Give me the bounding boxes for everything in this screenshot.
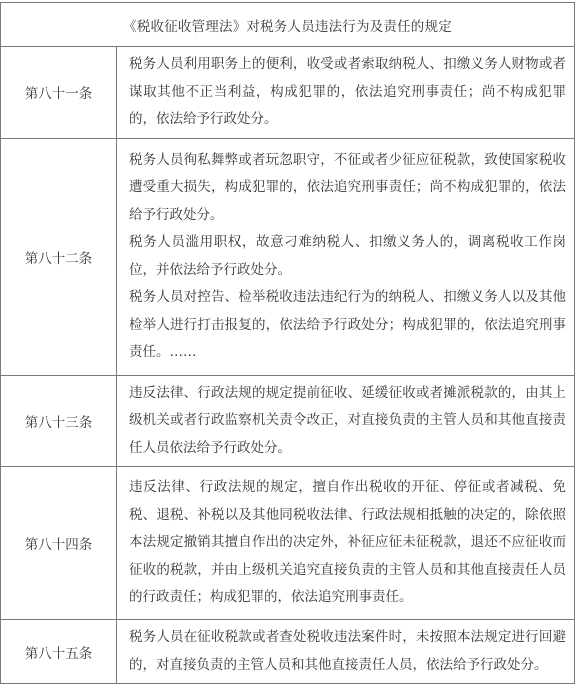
article-paragraph: 税务人员滥用职权，故意刁难纳税人、扣缴义务人的，调离税收工作岗位，并依法给予行政处分。 — [129, 234, 566, 278]
table-title-row — [1, 3, 575, 47]
article-content — [117, 467, 575, 620]
article-paragraph: 税务人员对控告、检举税收违法违纪行为的纳税人、扣缴义务人以及其他检举人进行打击报复的，依法给予行政处分；构成犯罪的，依法追究刑事责任。…… — [129, 289, 566, 360]
article-label: 第八十二条 — [1, 138, 117, 375]
table-row — [1, 467, 575, 620]
article-content — [117, 375, 575, 467]
article-paragraph: 违反法律、行政法规的规定提前征收、延缓征收或者摊派税款的，由其上级机关或者行政监察机关责令改正，对直接负责的主管人员和其他直接责任人员依法给予行政处分。 — [129, 384, 566, 456]
article-label: 第八十五条 — [1, 620, 117, 684]
table-row — [1, 47, 575, 139]
article-paragraph: 税务人员徇私舞弊或者玩忽职守，不征或者少征应征税款，致使国家税收遭受重大损失，构成犯罪的，依法追究刑事责任；尚不构成犯罪的，依法给予行政处分。 — [129, 151, 566, 223]
article-label: 第八十一条 — [1, 47, 117, 139]
article-content — [117, 47, 575, 139]
article-label: 第八十四条 — [1, 467, 117, 620]
article-content — [117, 620, 575, 684]
article-paragraph: 税务人员利用职务上的便利，收受或者索取纳税人、扣缴义务人财物或者谋取其他不正当利益，构成犯罪的，依法追究刑事责任；尚不构成犯罪的，依法给予行政处分。 — [129, 56, 566, 127]
article-paragraph: 违反法律、行政法规的规定，擅自作出税收的开征、停征或者减税、免税、退税、补税以及其他同税收法律、行政法规相抵触的决定的，除依照本法规定撤销其擅自作出的决定外，补征应征未征税款，退还不应征收而征收的税款，并由上级机关追究直接负责的主管人员和其他直接责任人员的行政责任；构成犯罪的，依法追究刑事责任。 — [129, 479, 566, 606]
article-paragraph: 税务人员在征收税款或者查处税收违法案件时，未按照本法规定进行回避的，对直接负责的主管人员和其他直接责任人员，依法给予行政处分。 — [129, 629, 566, 673]
article-label: 第八十三条 — [1, 375, 117, 467]
table-row — [1, 138, 575, 375]
table-title: 《税收征收管理法》对税务人员违法行为及责任的规定 — [1, 3, 575, 47]
article-content — [117, 138, 575, 375]
table-row — [1, 620, 575, 684]
table-row — [1, 375, 575, 467]
law-table — [0, 2, 575, 684]
